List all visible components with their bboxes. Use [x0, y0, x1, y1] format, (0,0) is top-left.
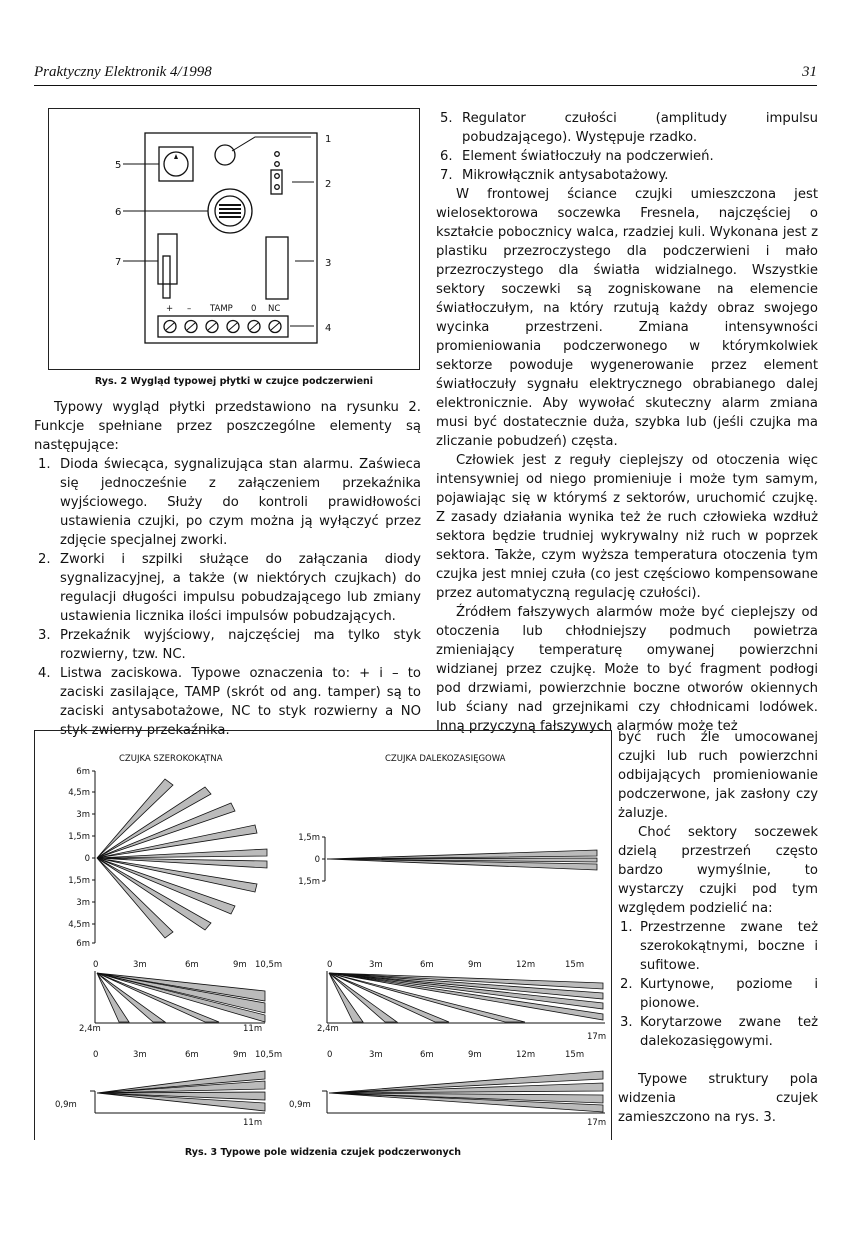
page-number: 31 — [802, 64, 817, 80]
intro-paragraph: Typowy wygląd płytki przedstawiono na rysunku 2. Funkcje spełniane przez poszczególne elementy są następujące: — [34, 400, 421, 453]
lr-x-tick-2: 12m — [516, 1050, 536, 1060]
list-item: 5. Regulator czułości (amplitudy impulsu pobudzającego). Występuje rzadko. — [440, 111, 818, 145]
callout-2: 2 — [325, 179, 332, 190]
wa-y-tick: 4,5m — [68, 920, 90, 930]
wa-y-tick: 0 — [84, 854, 90, 864]
figure-2-caption: Rys. 2 Wygląd typowej płytki w czujce podczerwieni — [94, 376, 374, 387]
lr-y-tick: 1,5m — [298, 833, 320, 843]
column-1 — [34, 398, 421, 740]
lr-y-tick: 0 — [314, 855, 320, 865]
terminal-label-0: 0 — [251, 304, 257, 314]
lr-x-tick-2: 0 — [327, 1050, 333, 1060]
column-2-continuation — [618, 728, 818, 1127]
pcb-diagram — [49, 109, 421, 371]
wa-x-tick-2: 0 — [93, 1050, 99, 1060]
field-of-view-diagram — [35, 731, 613, 1141]
list-item: 3. Korytarzowe zwane też dalekozasięgowymi. — [620, 1015, 818, 1049]
wa-range-2: 11m — [243, 1118, 263, 1128]
final-paragraph: Typowe struktury pola widzenia czujek zamieszczono na rys. 3. — [618, 1072, 818, 1125]
column-2 — [436, 109, 818, 736]
wa-x-tick-2: 10,5m — [255, 1050, 283, 1060]
list-item: 4. Listwa zaciskowa. Typowe oznaczenia to: + i – to zaciski zasilające, TAMP (skrót od ang. tamper) są to zaciski antysabotażowe, NC to styk rozwierny a NO styk zwierny przekaźnika. — [38, 666, 421, 738]
terminal-label-nc: NC — [268, 304, 281, 314]
lr-x-tick-2: 6m — [420, 1050, 434, 1060]
lr-x-tick: 6m — [420, 960, 434, 970]
tamper-switch — [158, 234, 177, 284]
wa-y-tick: 1,5m — [68, 876, 90, 886]
list-item: 7. Mikrowłącznik antysabotażowy. — [440, 168, 669, 183]
terminal-label-minus: – — [187, 304, 192, 314]
page-header — [34, 64, 817, 86]
list-item: 6. Element światłoczuły na podczerwień. — [440, 149, 714, 164]
function-list-continued — [436, 109, 818, 185]
callout-7: 7 — [115, 257, 122, 268]
wa-x-tick-2: 6m — [185, 1050, 199, 1060]
lr-x-tick: 15m — [565, 960, 585, 970]
lr-x-tick: 9m — [468, 960, 482, 970]
callout-5: 5 — [115, 160, 122, 171]
figure-3 — [34, 730, 612, 1140]
lr-x-tick: 12m — [516, 960, 536, 970]
wa-x-tick: 10,5m — [255, 960, 283, 970]
wa-y-tick: 3m — [76, 898, 90, 908]
wide-angle-title: CZUJKA SZEROKOKĄTNA — [119, 754, 223, 764]
wa-x-tick-2: 9m — [233, 1050, 247, 1060]
callout-1: 1 — [325, 134, 332, 145]
lr-height-1: 2,4m — [317, 1024, 339, 1034]
relay — [266, 237, 288, 299]
long-range-title: CZUJKA DALEKOZASIĘGOWA — [385, 754, 506, 764]
wa-x-tick-2: 3m — [133, 1050, 147, 1060]
lr-range-2: 17m — [587, 1118, 607, 1128]
list-item: 2. Kurtynowe, poziome i pionowe. — [620, 977, 818, 1011]
terminal-label-tamp: TAMP — [210, 304, 233, 314]
wa-x-tick: 3m — [133, 960, 147, 970]
sectors-paragraph: Choć sektory soczewek dzielą przestrzeń często bardzo wymyślnie, to wystarczy czujki pod tym względem podzielić na: — [618, 825, 818, 916]
list-item: 3. Przekaźnik wyjściowy, najczęściej ma tylko styk rozwierny, tzw. NC. — [38, 628, 421, 662]
led — [215, 145, 235, 165]
list-item: 1. Przestrzenne zwane też szerokokątnymi, boczne i sufitowe. — [620, 920, 818, 973]
journal-title: Praktyczny Elektronik 4/1998 — [34, 64, 212, 80]
list-item: 1. Dioda świecąca, sygnalizująca stan alarmu. Zaświeca się jednocześnie z załączeniem przekaźnika wyjściowego. Służy do kontroli prawidłowości ustawienia czujki, po czym można ją wyłączyć przez zdjęcie specjalnej zworki. — [38, 457, 421, 548]
continuation-paragraph: być ruch źle umocowanej czujki lub ruch powierzchni odbijających promieniowanie podczerwone, jak zasłony czy żaluzje. — [618, 730, 818, 821]
callout-4: 4 — [325, 323, 332, 334]
lr-x-tick-2: 9m — [468, 1050, 482, 1060]
figure-3-caption: Rys. 3 Typowe pole widzenia czujek podczerwonych — [184, 1147, 462, 1158]
lr-x-tick-2: 15m — [565, 1050, 585, 1060]
function-list — [34, 455, 421, 740]
sensor-types-list — [618, 918, 818, 1051]
header-rule — [34, 85, 817, 86]
wa-y-tick: 6m — [76, 767, 90, 777]
callout-6: 6 — [115, 207, 122, 218]
wa-height-1: 2,4m — [79, 1024, 101, 1034]
lr-y-tick: 1,5m — [298, 877, 320, 887]
callout-3: 3 — [325, 258, 332, 269]
figure-2 — [48, 108, 420, 370]
terminal-label-plus: + — [166, 304, 174, 314]
wa-y-tick: 1,5m — [68, 832, 90, 842]
wa-x-tick: 0 — [93, 960, 99, 970]
lr-height-2: 0,9m — [289, 1100, 311, 1110]
lr-x-tick: 3m — [369, 960, 383, 970]
wa-x-tick: 6m — [185, 960, 199, 970]
wa-y-tick: 6m — [76, 939, 90, 949]
lr-x-tick: 0 — [327, 960, 333, 970]
lr-range-1: 17m — [587, 1032, 607, 1042]
paragraph-human: Człowiek jest z reguły cieplejszy od otoczenia więc intensywniej od niego promieniuje i może tym samym, pojawiając się w którymś z sektorów, uruchomić czujkę. Z zasady działania wynika też że ruch człowieka wzdłuż sektora będzie trudniej wykrywalny niż ruch w poprzek sektora. Także, czym wyższa temperatura otoczenia tym czujka jest mniej czuła (co jest częściowo kompensowane przez automatyczną regulację czułości). — [436, 453, 818, 601]
lr-x-tick-2: 3m — [369, 1050, 383, 1060]
wa-x-tick: 9m — [233, 960, 247, 970]
wa-height-2: 0,9m — [55, 1100, 77, 1110]
wa-range-1: 11m — [243, 1024, 263, 1034]
wa-y-tick: 4,5m — [68, 788, 90, 798]
paragraph-false-alarms: Źródłem fałszywych alarmów może być cieplejszy od otoczenia lub chłodniejszy podmuch powietrza zmieniający temperaturę omywanej powierzchni widzianej przez czujkę. Może to być fragment podłogi pod drzwiami, powierzchnie boczne otworów okiennych lub ściany nad grzejnikami czy chłodnicami lodówek. Inną przyczyną fałszywych alarmów może też — [436, 605, 818, 734]
list-item: 2. Zworki i szpilki służące do załączania diody sygnalizacyjnej, a także (w niektórych czujkach) do regulacji długości impulsu pobudzającego lub zmiany ustawienia licznika ilości impulsów pobudzających. — [38, 552, 421, 624]
wa-y-tick: 3m — [76, 810, 90, 820]
paragraph-fresnel: W frontowej ściance czujki umieszczona jest wielosektorowa soczewka Fresnela, najczęściej o kształcie pobocznicy walca, rzadziej kuli. Wykonana jest z plastiku przezroczystego dla podczerwieni i mało przezroczystego dla światła widzialnego. Wszystkie sektory soczewki są zogniskowane na elemencie światłoczułym, na który rzutują każdy obraz swojego wycinka przestrzeni. Zmiana intensywności promieniowania podczerwonego w którymkolwiek sektorze powoduje wygenerowanie przez element światłoczuły sygnału elektrycznego obrabianego dalej elektronicznie. Aby wywołać skuteczny alarm zmiana musi być dostatecznie duża, szybka lub (jeśli czujka ma zliczanie pobudzeń) częsta. — [436, 187, 818, 449]
